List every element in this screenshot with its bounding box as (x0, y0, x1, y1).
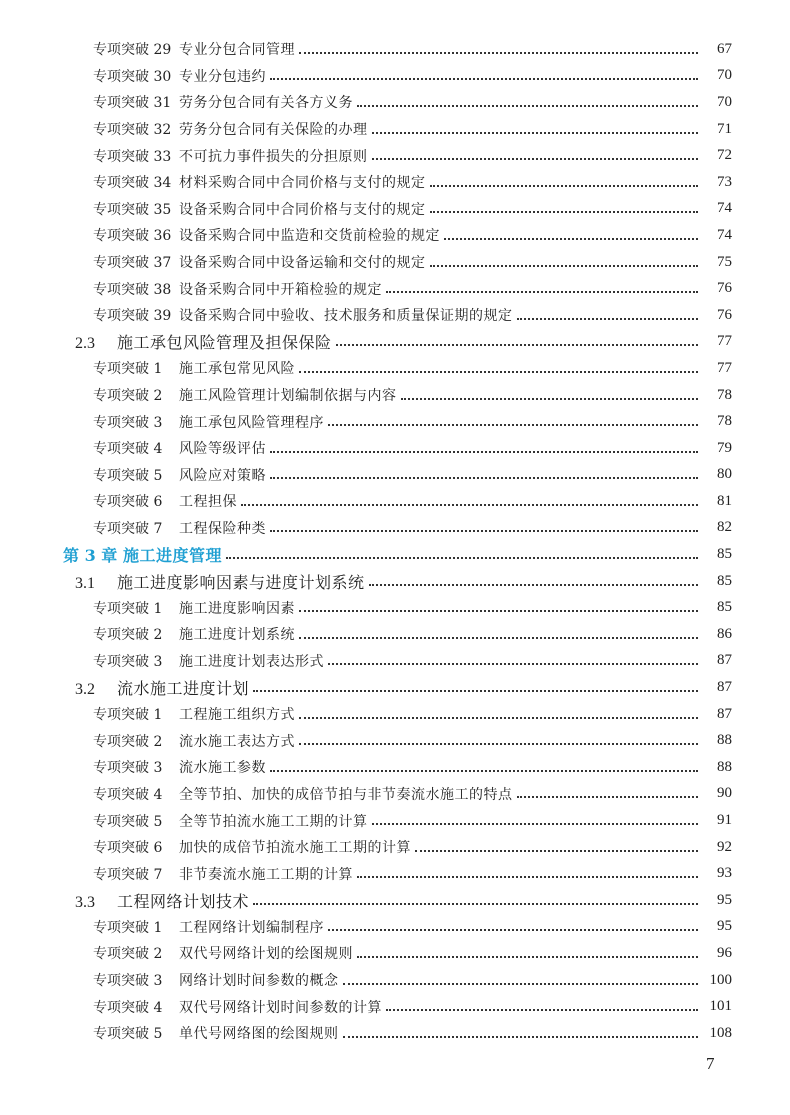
toc-entry-page: 80 (717, 466, 732, 483)
toc-entry-label (93, 438, 266, 458)
toc-entry-page: 95 (717, 891, 732, 908)
toc-entry-title: 不可抗力事件损失的分担原则 (179, 148, 368, 165)
toc-item-entry[interactable] (0, 781, 790, 808)
toc-entry-number: 专项突破 1 (93, 707, 163, 724)
toc-entry-title: 施工承包风险管理程序 (179, 414, 324, 431)
toc-item-entry[interactable] (0, 63, 790, 90)
toc-entry-page: 90 (717, 785, 732, 802)
toc-entry-number: 专项突破 2 (93, 388, 163, 405)
toc-entry-label (93, 491, 237, 511)
dot-leader (401, 397, 699, 400)
toc-entry-number: 专项突破 4 (93, 441, 163, 458)
dot-leader (357, 955, 698, 958)
toc-entry-title: 流水施工参数 (179, 760, 266, 777)
toc-entry-page: 74 (717, 226, 732, 243)
toc-entry-title: 风险等级评估 (179, 441, 266, 458)
toc-item-entry[interactable] (0, 89, 790, 116)
toc-entry-page: 95 (717, 918, 732, 935)
toc-entry-label (93, 784, 513, 804)
toc-item-entry[interactable] (0, 382, 790, 409)
toc-item-entry[interactable] (0, 142, 790, 169)
toc-item-entry[interactable] (0, 648, 790, 675)
toc-entry-label (93, 358, 295, 378)
toc-item-entry[interactable] (0, 249, 790, 276)
toc-entry-page: 78 (717, 413, 732, 430)
toc-entry-label (93, 624, 295, 644)
toc-entry-page: 91 (717, 812, 732, 829)
toc-entry-title: 加快的成倍节拍流水施工工期的计算 (179, 840, 411, 857)
dot-leader (270, 450, 698, 453)
toc-entry-page: 82 (717, 519, 732, 536)
toc-entry-label (75, 330, 332, 353)
toc-entry-page: 79 (717, 439, 732, 456)
toc-entry-title: 专业分包合同管理 (179, 42, 295, 59)
toc-entry-number: 专项突破 3 (93, 973, 163, 990)
dot-leader (299, 742, 698, 745)
toc-entry-page: 70 (717, 93, 732, 110)
toc-entry-label (75, 570, 365, 593)
toc-entry-page: 100 (709, 971, 732, 988)
toc-entry-label (93, 864, 353, 884)
toc-entry-number: 专项突破 7 (93, 866, 163, 883)
toc-entry-title: 工程保险种类 (179, 520, 266, 537)
toc-entry-label (93, 39, 295, 59)
toc-entry-number: 3.1 (75, 574, 95, 592)
toc-entry-number: 专项突破 6 (93, 494, 163, 511)
dot-leader (299, 51, 698, 54)
dot-leader (517, 317, 699, 320)
toc-entry-page: 81 (717, 492, 732, 509)
toc-entry-title: 设备采购合同中设备运输和交付的规定 (179, 255, 426, 272)
toc-entry-title: 施工进度管理 (123, 546, 223, 566)
dot-leader (372, 822, 699, 825)
toc-entry-title: 材料采购合同中合同价格与支付的规定 (179, 175, 426, 192)
dot-leader (299, 370, 698, 373)
toc-entry-label (93, 970, 339, 990)
toc-entry-number: 专项突破 3 (93, 760, 163, 777)
dot-leader (372, 131, 699, 134)
toc-entry-label (93, 598, 295, 618)
toc-item-entry[interactable] (0, 727, 790, 754)
toc-entry-page: 78 (717, 386, 732, 403)
dot-leader (517, 795, 699, 798)
toc-entry-label (93, 146, 368, 166)
toc-entry-page: 86 (717, 625, 732, 642)
page-number: 7 (706, 1054, 715, 1073)
toc-entry-page: 76 (717, 280, 732, 297)
toc-item-entry[interactable] (0, 275, 790, 302)
toc-entry-label (93, 252, 426, 272)
toc-entry-page: 74 (717, 200, 732, 217)
dot-leader (357, 104, 698, 107)
toc-entry-number: 专项突破 33 (93, 148, 172, 165)
toc-entry-number: 专项突破 1 (93, 919, 163, 936)
toc-section-entry[interactable] (0, 329, 790, 356)
dot-leader (226, 556, 698, 559)
dot-leader (415, 849, 698, 852)
dot-leader (336, 343, 698, 346)
toc-entry-label (93, 704, 295, 724)
toc-entry-page: 85 (717, 572, 732, 589)
toc-entry-label (93, 279, 382, 299)
toc-entry-number: 专项突破 5 (93, 1026, 163, 1043)
toc-item-entry[interactable] (0, 807, 790, 834)
toc-item-entry[interactable] (0, 515, 790, 542)
toc-item-entry[interactable] (0, 594, 790, 621)
dot-leader (430, 210, 699, 213)
toc-entry-number: 专项突破 7 (93, 520, 163, 537)
toc-item-entry[interactable] (0, 116, 790, 143)
toc-item-entry[interactable] (0, 940, 790, 967)
toc-entry-label (93, 731, 295, 751)
toc-entry-number: 2.3 (75, 335, 95, 353)
toc-item-entry[interactable] (0, 169, 790, 196)
toc-item-entry[interactable] (0, 621, 790, 648)
toc-entry-title: 施工风险管理计划编制依据与内容 (179, 388, 397, 405)
toc-entry-title: 设备采购合同中监造和交货前检验的规定 (179, 228, 440, 245)
toc-entry-label (93, 917, 324, 937)
toc-entry-number: 专项突破 4 (93, 786, 163, 803)
toc-entry-title: 施工进度计划系统 (179, 627, 295, 644)
dot-leader (369, 583, 698, 586)
toc-entry-page: 88 (717, 732, 732, 749)
toc-entry-number: 专项突破 34 (93, 175, 172, 192)
toc-entry-label (93, 757, 266, 777)
toc-entry-page: 71 (717, 120, 732, 137)
toc-entry-label (93, 225, 440, 245)
toc-entry-page: 85 (717, 599, 732, 616)
toc-entry-label (93, 305, 513, 325)
toc-entry-title: 工程施工组织方式 (179, 707, 295, 724)
toc-entry-page: 85 (717, 546, 732, 563)
toc-entry-page: 72 (717, 147, 732, 164)
toc-entry-number: 专项突破 30 (93, 68, 172, 85)
toc-item-entry[interactable] (0, 302, 790, 329)
toc-entry-label (93, 837, 411, 857)
toc-entry-title: 施工承包常见风险 (179, 361, 295, 378)
toc-entry-page: 77 (717, 359, 732, 376)
toc-entry-title: 全等节拍流水施工工期的计算 (179, 813, 368, 830)
toc-entry-page: 96 (717, 944, 732, 961)
toc-item-entry[interactable] (0, 914, 790, 941)
toc-item-entry[interactable] (0, 435, 790, 462)
toc-entry-title: 工程担保 (179, 494, 237, 511)
toc-entry-title: 双代号网络计划的绘图规则 (179, 946, 353, 963)
toc-item-entry[interactable] (0, 355, 790, 382)
dot-leader (241, 503, 698, 506)
toc-entry-label (75, 676, 249, 699)
toc-item-entry[interactable] (0, 408, 790, 435)
toc-entry-title: 设备采购合同中验收、技术服务和质量保证期的规定 (179, 308, 513, 325)
toc-item-entry[interactable] (0, 222, 790, 249)
toc-entry-label (93, 518, 266, 538)
toc-entry-number: 专项突破 29 (93, 42, 172, 59)
toc-entry-number: 专项突破 3 (93, 653, 163, 670)
toc-entry-number: 专项突破 31 (93, 95, 172, 112)
dot-leader (270, 476, 698, 479)
toc-entry-label (93, 412, 324, 432)
toc-entry-number: 第 3 章 (63, 546, 118, 566)
dot-leader (444, 237, 698, 240)
dot-leader (328, 928, 698, 931)
toc-entry-number: 专项突破 3 (93, 414, 163, 431)
toc-entry-number: 专项突破 36 (93, 228, 172, 245)
toc-entry-label (93, 92, 353, 112)
toc-entry-title: 专业分包违约 (179, 68, 266, 85)
dot-leader (270, 769, 698, 772)
toc-chapter-entry[interactable] (0, 541, 790, 568)
dot-leader (299, 716, 698, 719)
toc-entry-label (75, 889, 249, 912)
dot-leader (253, 689, 698, 692)
toc-entry-label (93, 385, 397, 405)
dot-leader (343, 1035, 699, 1038)
toc-entry-title: 工程网络计划编制程序 (179, 919, 324, 936)
toc-section-entry[interactable] (0, 887, 790, 914)
toc-entry-number: 专项突破 4 (93, 999, 163, 1016)
toc-entry-number: 专项突破 38 (93, 281, 172, 298)
toc-entry-page: 75 (717, 253, 732, 270)
toc-entry-number: 专项突破 1 (93, 600, 163, 617)
toc-entry-page: 87 (717, 652, 732, 669)
toc-item-entry[interactable] (0, 1020, 790, 1047)
toc-entry-label (93, 997, 382, 1017)
dot-leader (343, 982, 699, 985)
toc-entry-page: 76 (717, 306, 732, 323)
toc-entry-label (93, 66, 266, 86)
toc-entry-number: 专项突破 2 (93, 946, 163, 963)
toc-entry-label (93, 943, 353, 963)
dot-leader (386, 290, 698, 293)
toc-entry-page: 77 (717, 333, 732, 350)
toc-section-entry[interactable] (0, 568, 790, 595)
toc-entry-title: 施工承包风险管理及担保保险 (117, 333, 332, 353)
toc-entry-page: 92 (717, 838, 732, 855)
toc-item-entry[interactable] (0, 834, 790, 861)
toc-entry-label (93, 119, 368, 139)
toc-entry-title: 流水施工进度计划 (117, 679, 250, 699)
dot-leader (372, 157, 699, 160)
toc-entry-number: 专项突破 39 (93, 308, 172, 325)
dot-leader (299, 636, 698, 639)
toc-entry-title: 劳务分包合同有关保险的办理 (179, 122, 368, 139)
dot-leader (299, 609, 698, 612)
toc-entry-title: 风险应对策略 (179, 467, 266, 484)
toc-entry-page: 73 (717, 173, 732, 190)
dot-leader (328, 662, 698, 665)
toc-entry-label (93, 465, 266, 485)
toc-entry-title: 网络计划时间参数的概念 (179, 973, 339, 990)
toc-entry-title: 设备采购合同中合同价格与支付的规定 (179, 201, 426, 218)
toc-entry-title: 施工进度影响因素 (179, 600, 295, 617)
toc-entry-label (93, 199, 426, 219)
table-of-contents (0, 36, 790, 1047)
toc-entry-title: 施工进度影响因素与进度计划系统 (117, 572, 365, 592)
toc-entry-number: 3.3 (75, 893, 95, 911)
toc-entry-page: 67 (717, 40, 732, 57)
toc-item-entry[interactable] (0, 967, 790, 994)
toc-item-entry[interactable] (0, 36, 790, 63)
toc-entry-page: 93 (717, 865, 732, 882)
toc-entry-title: 工程网络计划技术 (117, 891, 250, 911)
toc-entry-page: 70 (717, 67, 732, 84)
toc-section-entry[interactable] (0, 674, 790, 701)
dot-leader (357, 875, 698, 878)
toc-entry-label (93, 1023, 339, 1043)
toc-entry-number: 3.2 (75, 681, 95, 699)
toc-entry-label (93, 172, 426, 192)
dot-leader (270, 77, 698, 80)
toc-entry-page: 88 (717, 758, 732, 775)
toc-item-entry[interactable] (0, 196, 790, 223)
toc-entry-number: 专项突破 35 (93, 201, 172, 218)
dot-leader (270, 529, 698, 532)
toc-item-entry[interactable] (0, 462, 790, 489)
toc-entry-page: 101 (709, 998, 732, 1015)
toc-entry-page: 87 (717, 705, 732, 722)
toc-entry-title: 全等节拍、加快的成倍节拍与非节奏流水施工的特点 (179, 786, 513, 803)
dot-leader (430, 264, 699, 267)
toc-entry-number: 专项突破 2 (93, 627, 163, 644)
toc-entry-label (93, 651, 324, 671)
toc-entry-number: 专项突破 5 (93, 813, 163, 830)
toc-entry-title: 施工进度计划表达形式 (179, 653, 324, 670)
toc-entry-label (63, 543, 222, 566)
toc-entry-number: 专项突破 2 (93, 733, 163, 750)
dot-leader (430, 184, 699, 187)
toc-entry-number: 专项突破 5 (93, 467, 163, 484)
toc-entry-page: 87 (717, 679, 732, 696)
toc-entry-number: 专项突破 37 (93, 255, 172, 272)
dot-leader (253, 902, 698, 905)
toc-entry-title: 设备采购合同中开箱检验的规定 (179, 281, 382, 298)
toc-entry-page: 108 (709, 1024, 732, 1041)
toc-entry-label (93, 811, 368, 831)
toc-item-entry[interactable] (0, 754, 790, 781)
dot-leader (328, 423, 698, 426)
toc-entry-number: 专项突破 6 (93, 840, 163, 857)
toc-entry-title: 流水施工表达方式 (179, 733, 295, 750)
dot-leader (386, 1008, 698, 1011)
toc-entry-title: 劳务分包合同有关各方义务 (179, 95, 353, 112)
toc-entry-title: 非节奏流水施工工期的计算 (179, 866, 353, 883)
toc-item-entry[interactable] (0, 488, 790, 515)
toc-entry-title: 单代号网络图的绘图规则 (179, 1026, 339, 1043)
toc-item-entry[interactable] (0, 993, 790, 1020)
toc-entry-number: 专项突破 1 (93, 361, 163, 378)
toc-item-entry[interactable] (0, 860, 790, 887)
toc-entry-title: 双代号网络计划时间参数的计算 (179, 999, 382, 1016)
toc-item-entry[interactable] (0, 701, 790, 728)
toc-entry-number: 专项突破 32 (93, 122, 172, 139)
